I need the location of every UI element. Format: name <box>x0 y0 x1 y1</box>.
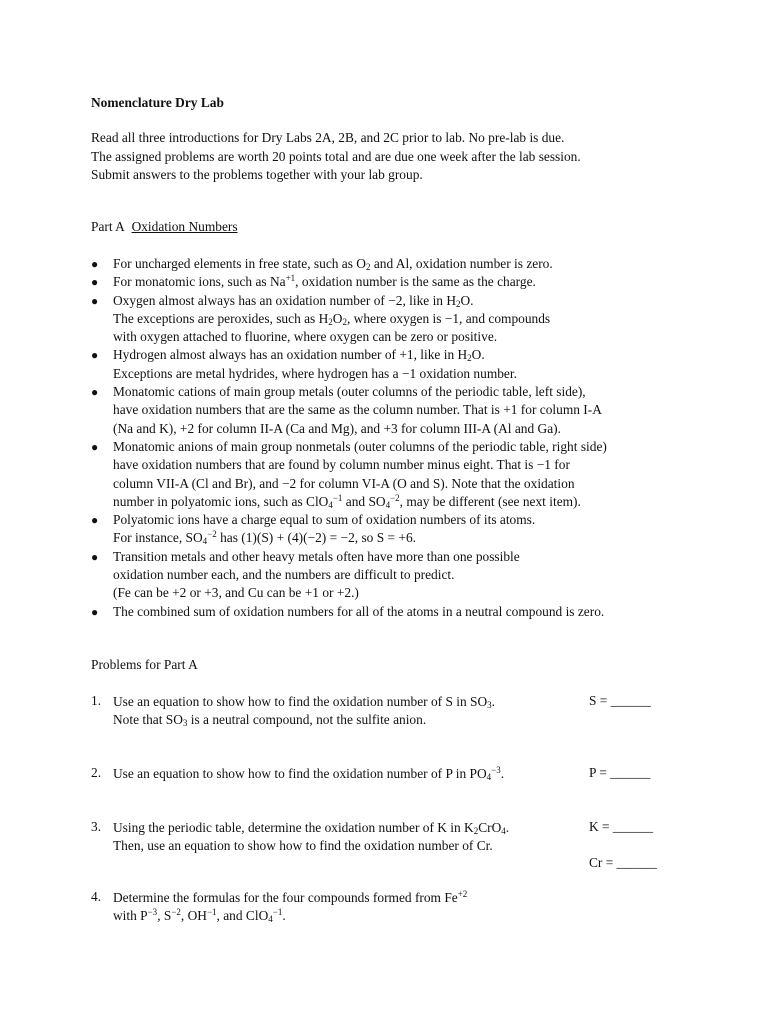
bullet-dot-icon: ● <box>91 549 99 564</box>
bullet-item <box>91 603 731 621</box>
bullet-dot-icon: ● <box>91 439 99 454</box>
problem-number: 4. <box>91 889 102 904</box>
answer-blank: S = ______ <box>589 693 651 708</box>
problem-text <box>113 693 495 730</box>
bullet-line: Monatomic anions of main group nonmetals (outer columns of the periodic table, right side) <box>113 438 607 454</box>
bullet-item <box>91 438 731 511</box>
bullet-line: Exceptions are metal hydrides, where hydrogen has a −1 oxidation number. <box>113 365 517 381</box>
bullet-item <box>91 511 731 548</box>
intro-line: Submit answers to the problems together with your lab group. <box>91 167 423 182</box>
oxidation-rules-list <box>91 255 731 621</box>
problem-number: 3. <box>91 819 102 834</box>
problem-line: Note that $SO_3$ is a neutral compound, not the sulfite anion. <box>113 712 427 729</box>
bullet-item <box>91 255 731 273</box>
bullet-dot-icon: ● <box>91 348 99 363</box>
bullet-line: oxidation number each, and the numbers are difficult to predict. <box>113 567 455 583</box>
intro-line: Read all three introductions for Dry Labs 2A, 2B, and 2C prior to lab. No pre-lab is due. <box>91 130 565 145</box>
bullet-line: For instance, $SO_4^{-2}$ has (1)(S) + (4)(−2) = −2, so S = +6. <box>113 529 417 547</box>
problem-line: Determine the formulas for the four compounds formed from $Fe^{+2}$ <box>113 889 468 905</box>
bullet-line: (Na and K), +2 for column II-A (Ca and Mg), and +3 for column III-A (Al and Ga). <box>113 420 561 436</box>
problem-number: 2. <box>91 765 102 780</box>
bullet-line: have oxidation numbers that are the same as the column number. That is +1 for column I-A <box>113 402 602 418</box>
bullet-line: Polyatomic ions have a charge equal to sum of oxidation numbers of its atoms. <box>113 512 536 528</box>
problem-text <box>113 819 509 856</box>
bullet-dot-icon: ● <box>91 604 99 619</box>
bullet-dot-icon: ● <box>91 275 99 290</box>
bullet-line: Monatomic cations of main group metals (outer columns of the periodic table, left side), <box>113 384 586 400</box>
bullet-line: (Fe can be +2 or +3, and Cu can be +1 or +2.) <box>113 585 359 601</box>
problem-line: Use an equation to show how to find the oxidation number of S in $SO_3$. <box>113 694 496 710</box>
bullet-line: The combined sum of oxidation numbers for all of the atoms in a neutral compound is zero. <box>113 603 605 619</box>
bullet-line: Oxygen almost always has an oxidation number of −2, like in $H_2O$. <box>113 292 474 309</box>
bullet-dot-icon: ● <box>91 293 99 308</box>
bullet-line: with oxygen attached to fluorine, where oxygen can be zero or positive. <box>113 329 498 345</box>
bullet-line: For monatomic ions, such as $Na^{+1}$, oxidation number is the same as the charge. <box>113 273 536 290</box>
problem-text <box>113 889 467 926</box>
answer-blank: K = ______ <box>589 819 654 834</box>
bullet-dot-icon: ● <box>91 385 99 400</box>
bullet-item <box>91 346 731 383</box>
intro-paragraph <box>91 129 581 185</box>
part-a-heading <box>91 218 238 236</box>
problem-line: Using the periodic table, determine the oxidation number of K in $K_2CrO_4$. <box>113 820 510 836</box>
problem-text <box>113 765 504 783</box>
problem-line: with $P^{-3}$, $S^{-2}$, $OH^{-1}$, and ClO$_4^{-1}$. <box>113 907 286 925</box>
answer-blank: P = ______ <box>589 765 651 780</box>
bullet-dot-icon: ● <box>91 257 99 271</box>
document-title: Nomenclature Dry Lab <box>91 95 224 110</box>
bullet-dot-icon: ● <box>91 513 99 528</box>
part-a-prefix: Part A <box>91 219 125 234</box>
problems-heading: Problems for Part A <box>91 657 198 672</box>
problem-line: Then, use an equation to show how to find the oxidation number of Cr. <box>113 838 493 854</box>
bullet-line: For uncharged elements in free state, such as $O_2$ and Al, oxidation number is zero. <box>113 256 553 272</box>
bullet-item <box>91 383 731 438</box>
bullet-line: have oxidation numbers that are found by column number minus eight. That is −1 for <box>113 457 570 473</box>
bullet-item <box>91 273 731 291</box>
problem-line: Use an equation to show how to find the oxidation number of P in $PO_4^{-3}$. <box>113 765 505 782</box>
part-a-title: Oxidation Numbers <box>131 219 238 234</box>
bullet-line: column VII-A (Cl and Br), and −2 for column VI-A (O and S). Note that the oxidation <box>113 475 575 491</box>
answer-blank: Cr = ______ <box>589 855 657 870</box>
bullet-line: Hydrogen almost always has an oxidation number of +1, like in $H_2O$. <box>113 347 485 364</box>
bullet-line: The exceptions are peroxides, such as $H_2O_2$, where oxygen is −1, and compounds <box>113 310 551 327</box>
bullet-item <box>91 292 731 347</box>
bullet-line: number in polyatomic ions, such as ClO$_4^{-1}$ and $SO_4^{-2}$, may be different (see next item). <box>113 492 581 510</box>
bullet-line: Transition metals and other heavy metals often have more than one possible <box>113 548 520 564</box>
intro-line: The assigned problems are worth 20 points total and are due one week after the lab session. <box>91 148 581 164</box>
bullet-item <box>91 548 731 603</box>
problem-number: 1. <box>91 693 102 708</box>
